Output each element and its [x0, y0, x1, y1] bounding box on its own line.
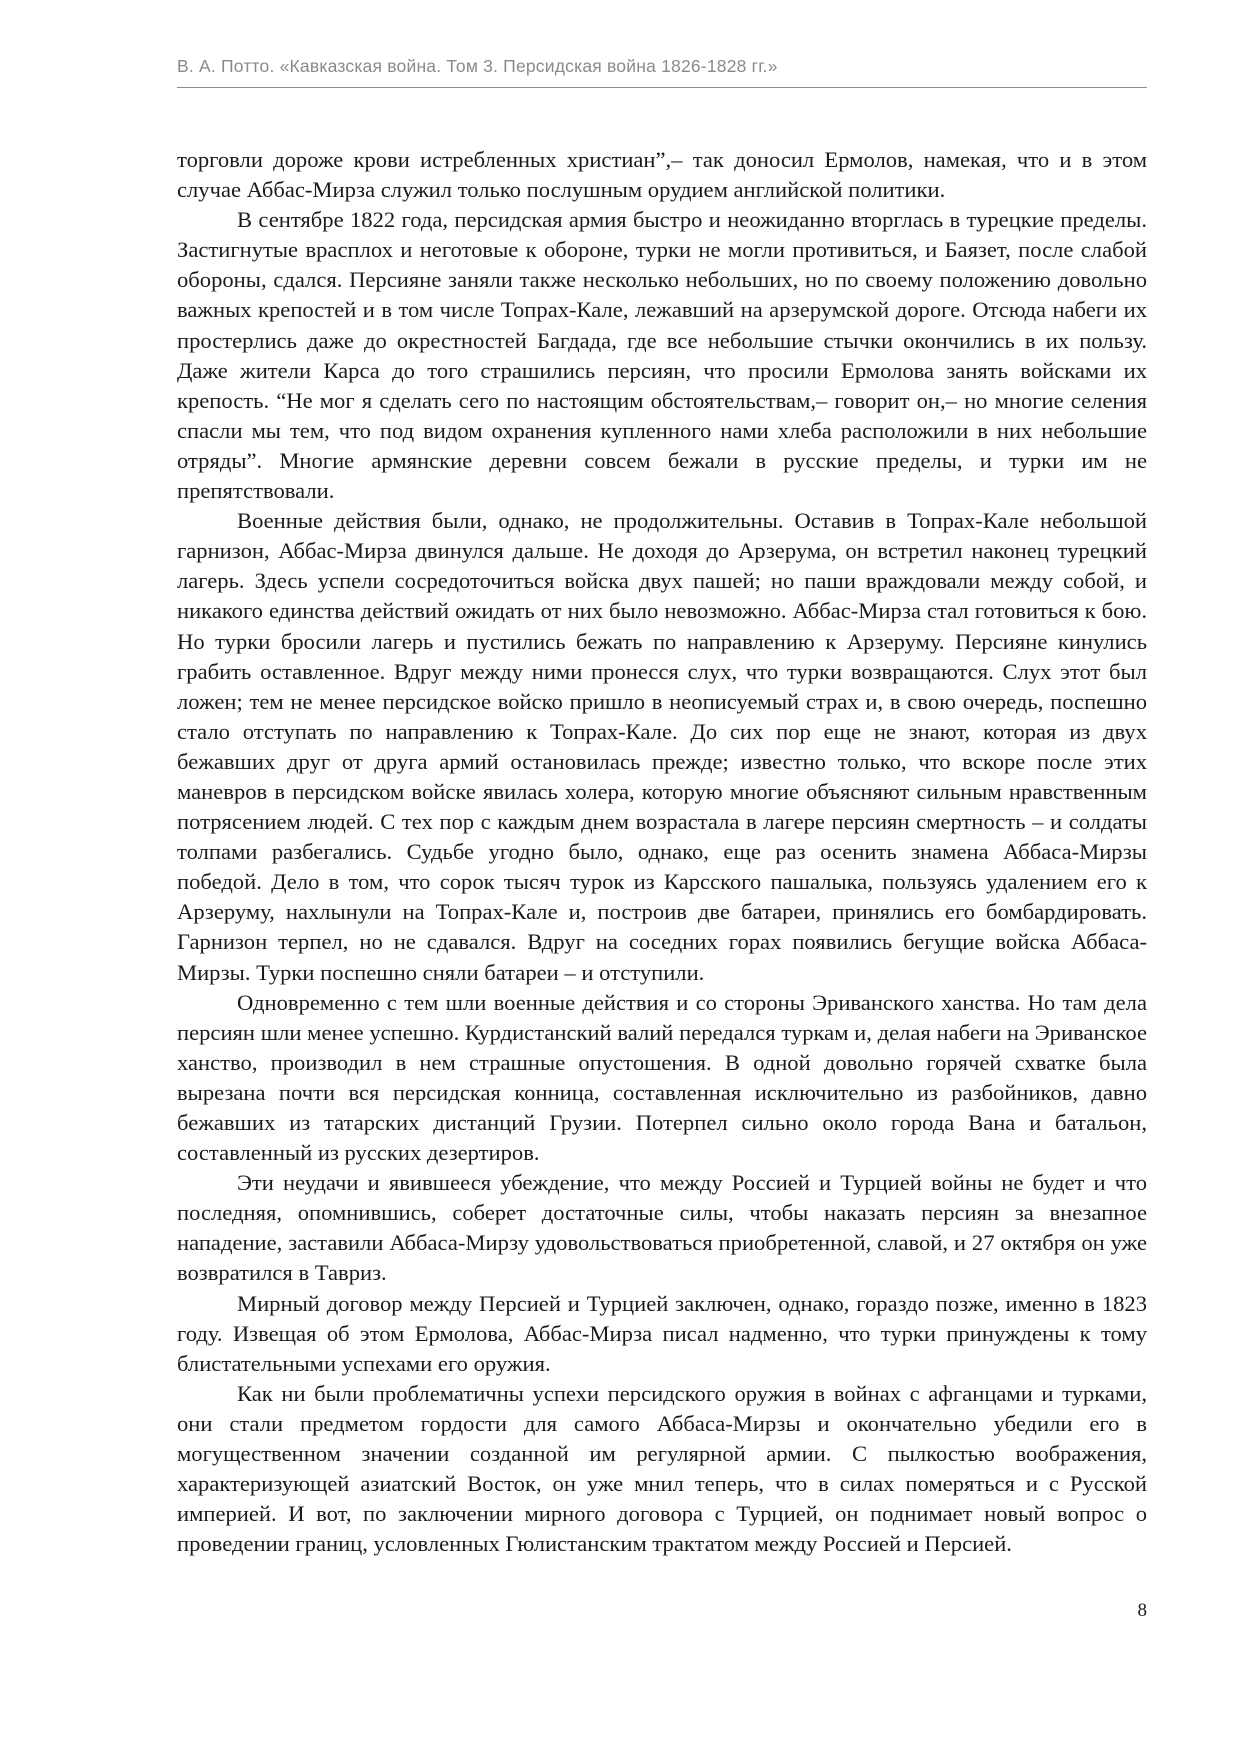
paragraph: Мирный договор между Персией и Турцией заключен, однако, гораздо позже, именно в 1823 году. Извещая об этом Ермолова, Аббас-Мирза писал надменно, что турки принуждены к тому блистательными успехами его оружия.	[177, 1290, 1147, 1376]
paragraph: Одновременно с тем шли военные действия и со стороны Эриванского ханства. Но там дела персиян шли менее успешно. Курдистанский валий передался туркам и, делая набеги на Эриванское ханство, производил в нем страшные опустошения. В одной довольно горячей схватке была вырезана почти вся персидская конница, составленная исключительно из разбойников, давно бежавших из татарских дистанций Грузии. Потерпел сильно около города Вана и батальон, составленный из русских дезертиров.	[177, 989, 1147, 1166]
paragraph: Эти неудачи и явившееся убеждение, что между Россией и Турцией войны не будет и что последняя, опомнившись, соберет достаточные силы, чтобы наказать персиян за внезапное нападение, заставили Аббаса-Мирзу удовольствоваться приобретенной, славой, и 27 октября он уже возвратился в Тавриз.	[177, 1170, 1147, 1286]
paragraph: В сентябре 1822 года, персидская армия быстро и неожиданно вторглась в турецкие пределы. Застигнутые врасплох и неготовые к обороне, турки не могли противиться, и Баязет, после слабой обороны, сдался. Персияне заняли также несколько небольших, но по своему положению довольно важных крепостей и в том числе Топрах-Кале, лежавший на арзерумской дороге. Отсюда набеги их простерлись даже до окрестностей Багдада, где все небольшие стычки окончились в их пользу. Даже жители Карса до того страшились персиян, что просили Ермолова занять войсками их крепость. “Не мог я сделать сего по настоящим обстоятельствам,– говорит он,– но многие селения спасли мы тем, что под видом охранения купленного нами хлеба расположили в них небольшие отряды”. Многие армянские деревни совсем бежали в русские пределы, и турки им не препятствовали.	[177, 207, 1147, 504]
paragraph: Военные действия были, однако, не продолжительны. Оставив в Топрах-Кале небольшой гарнизон, Аббас-Мирза двинулся дальше. Не доходя до Арзерума, он встретил наконец турецкий лагерь. Здесь успели сосредоточиться войска двух пашей; но паши враждовали между собой, и никакого единства действий ожидать от них было невозможно. Аббас-Мирза стал готовиться к бою. Но турки бросили лагерь и пустились бежать по направлению к Арзеруму. Персияне кинулись грабить оставленное. Вдруг между ними пронесся слух, что турки возвращаются. Слух этот был ложен; тем не менее персидское войско пришло в неописуемый страх и, в свою очередь, поспешно стало отступать по направлению к Топрах-Кале. До сих пор еще не знают, которая из двух бежавших друг от друга армий остановилась прежде; известно только, что вскоре после этих маневров в персидском войске явилась холера, которую многие объясняют сильным нравственным потрясением людей. С тех пор с каждым днем возрастала в лагере персиян смертность – и солдаты толпами разбегались. Судьбе угодно было, однако, еще раз осенить знамена Аббаса-Мирзы победой. Дело в том, что сорок тысяч турок из Карсского пашалыка, пользуясь удалением его к Арзеруму, нахлынули на Топрах-Кале и, построив две батареи, принялись его бомбардировать. Гарнизон терпел, но не сдавался. Вдруг на соседних горах появились бегущие войска Аббаса-Мирзы. Турки поспешно сняли батареи – и отступили.	[177, 508, 1147, 985]
paragraph: Как ни были проблематичны успехи персидского оружия в войнах с афганцами и турками, они стали предметом гордости для самого Аббаса-Мирзы и окончательно убедили его в могущественном значении созданной им регулярной армии. С пылкостью воображения, характеризующей азиатский Восток, он уже мнил теперь, что в силах померяться и с Русской империей. И вот, по заключении мирного договора с Турцией, он поднимает новый вопрос о проведении границ, условленных Гюлистанским трактатом между Россией и Персией.	[177, 1380, 1147, 1557]
header-divider	[177, 87, 1147, 88]
page-number: 8	[1137, 1600, 1147, 1621]
paragraph-continuation: торговли дороже крови истребленных христиан”,– так доносил Ермолов, намекая, что и в этом случае Аббас-Мирза служил только послушным орудием английской политики.	[177, 147, 1147, 203]
running-header: В. А. Потто. «Кавказская война. Том 3. Персидская война 1826-1828 гг.»	[177, 56, 778, 76]
body-text	[177, 145, 1147, 1559]
